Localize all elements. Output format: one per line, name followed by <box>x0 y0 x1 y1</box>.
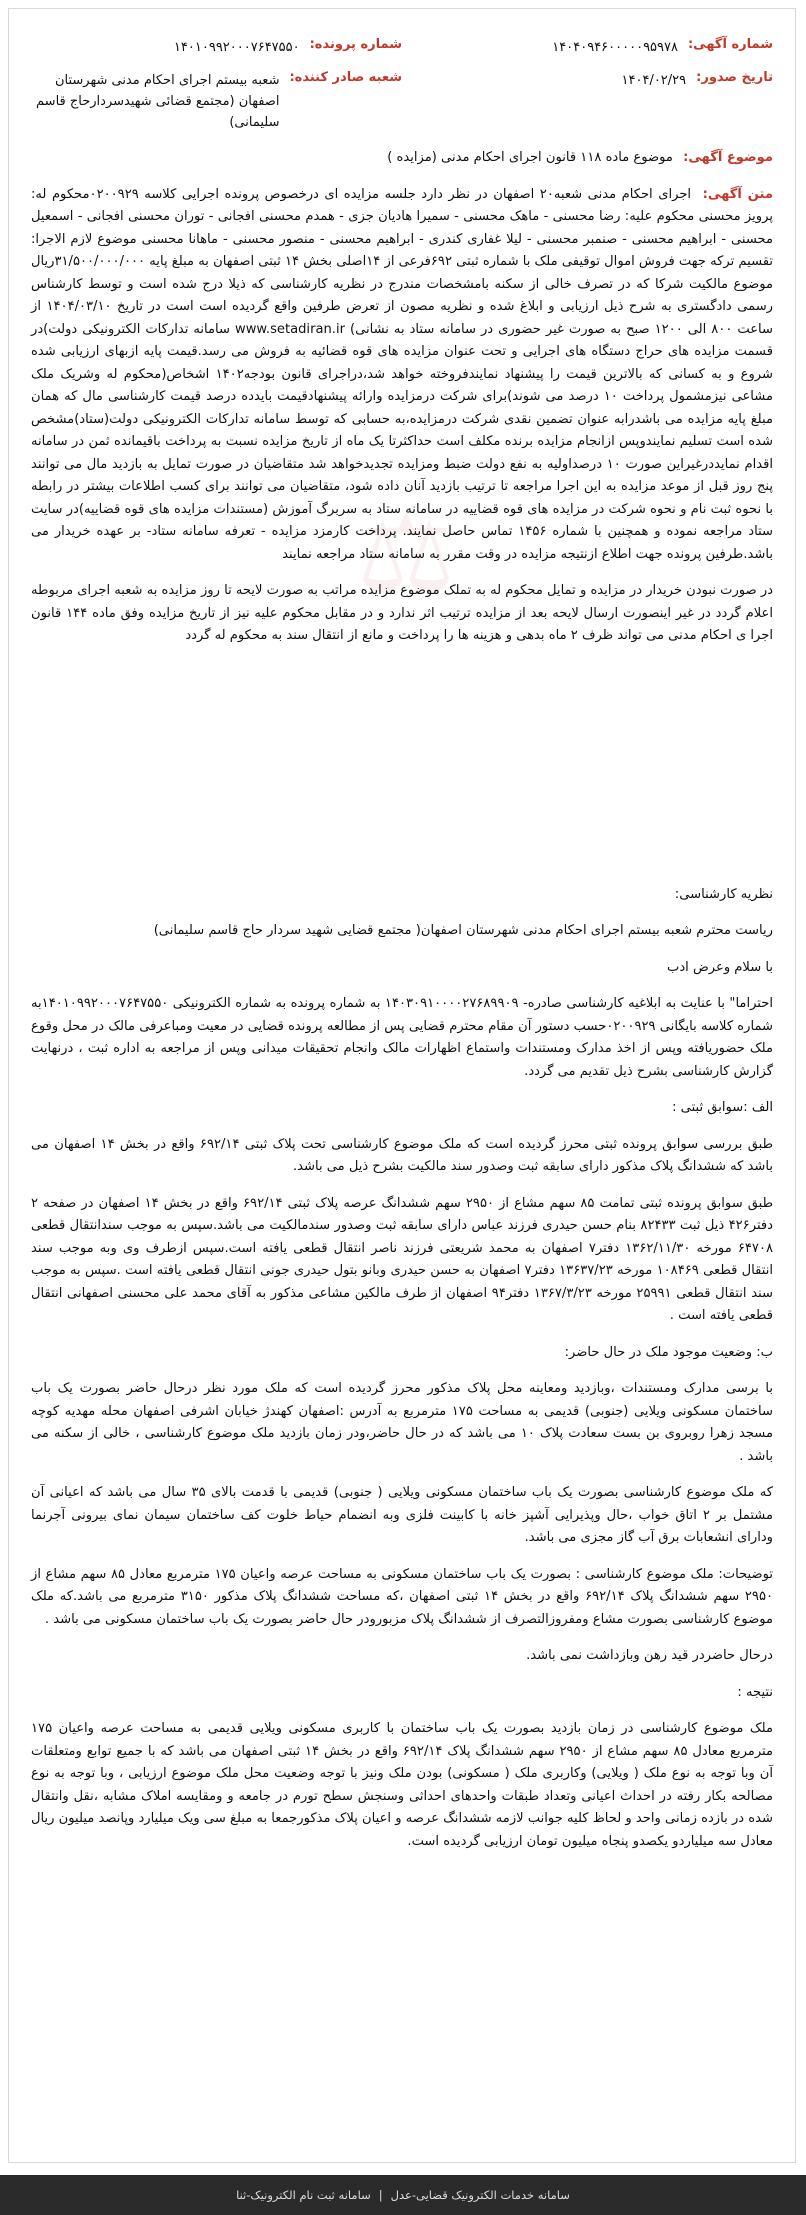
footer-link-adl[interactable]: سامانه خدمات الکترونیک قضایی-عدل <box>390 2188 570 2202</box>
section-a-title: الف :سوابق ثبتی : <box>672 1100 773 1115</box>
explanation: توضیحات: ملک موضوع کارشناسی : بصورت یک باب ساختمان مسکونی به مساحت عرصه واعیان ۱۷۵ مترمربع معادل ۸۵ سهم مشاع از ۲۹۵۰ سهم ششدانگ پلاک ۶۹۲/۱۴ واقع در بخش ۱۴ ثبتی اصفهان ،که مساحت ششدانگ پلاک مذکور ۳۱۵۰ مترمربع می باشد.که ملک موضوع کارشناسی بصورت مشاع ومفروزالتصرف از ششدانگ پلاک مزبورودر حال حاضر بصورت یک باب ساختمان مسکونی می باشد . <box>31 1566 774 1627</box>
subject <box>31 147 773 170</box>
document-body <box>31 147 773 1867</box>
header-row-2 <box>31 70 773 133</box>
footer-link-sana[interactable]: سامانه ثبت نام الکترونیک-ثنا <box>236 2188 371 2202</box>
issue-date-cell <box>402 70 773 91</box>
result-text: ملک موضوع کارشناسی در زمان بازدید بصورت یک باب ساختمان با کاربری مسکونی ویلایی قدیمی به مساحت عرصه واعیان ۱۷۵ مترمربع معادل ۸۵ سهم مشاع از ۲۹۵۰ سهم ششدانگ پلاک ۶۹۲/۱۴ واقع در بخش ۱۴ ثبتی اصفهان می باشد که با جمیع توابع ومتعلقات آن وبا توجه به نوع ملک ( ویلایی) وکاربری ملک ( مسکونی) بودن ملک ونیز با توجه وضعیت محل ملک موضوع ارزیابی ، وبا توجه به نوع مصالحه بکار رفته در احداث اعیانی وتعداد طبقات واحدهای احداثی وسنجش سطح تورم در جامعه و ومقایسه املاک مشابه ،نقل وانتقال شده در بازده زمانی واحد و لحاظ کلیه جوانب لازمه ششدانگ عرصه و اعیان پلاک مذکورجمعا به مبلغ سی ویک میلیارد وپانصد میلیون ریال معادل سه میلیاردو یکصدو پنجاه میلیون تومان ارزیابی گردیده است. <box>31 1721 774 1849</box>
subject-label: موضوع آگهی: <box>683 150 773 165</box>
result-title: نتیجه : <box>737 1684 773 1700</box>
expert-report <box>31 884 773 1854</box>
case-number-cell <box>31 37 402 58</box>
announcement <box>31 184 773 567</box>
watermark: ⚖ <box>356 489 462 617</box>
report-greeting: با سلام وعرض ادب <box>667 959 773 975</box>
issuing-branch-cell <box>31 70 402 133</box>
header-row-1 <box>31 37 773 58</box>
issuing-branch-label: شعبه صادر کننده: <box>289 70 402 85</box>
mortgage-status: درحال حاضردر قید رهن وبازداشت نمی باشد. <box>526 1648 773 1663</box>
report-title: نظریه کارشناسی: <box>674 886 773 902</box>
header <box>31 37 773 157</box>
document-frame <box>8 8 796 2163</box>
footer-separator: | <box>378 2188 383 2202</box>
ad-number-cell <box>402 37 773 58</box>
report-intro: احتراما" با عنایت به ابلاغیه کارشناسی صادره- ۱۴۰۳۰۹۱۰۰۰۰۲۷۶۸۹۹۰۹ به شماره پرونده به شماره الکترونیکی ۱۴۰۱۰۹۹۲۰۰۰۷۶۴۷۵۵۰به شماره کلاسه بایگانی ۰۲۰۰۹۲۹حسب دستور آن مقام محترم قضایی پس از مطالعه پرونده قضایی در معیت ومباعرفی مالک در محل وقوع ملک حضوریافته وپس از اخذ مدارک ومستندات واستماع اظهارات مالک وانجام تحقیقات میدانی وپس از مراجعه به اداره ثبت ، درنهایت گزارش کارشناسی بشرح ذیل تقدیم می گردد. <box>31 996 773 1079</box>
ad-number-label: شماره آگهی: <box>687 37 773 52</box>
ad-number-value: ۱۴۰۴۰۹۴۶۰۰۰۰۰۹۵۹۷۸ <box>552 40 678 55</box>
section-b-para-2: که ملک موضوع کارشناسی بصورت یک باب ساختمان مسکونی ویلایی ( جنوبی) قدیمی با قدمت بالای ۳۵ سال می باشد که اعیانی آن مشتمل بر ۲ اتاق خواب ،حال وپذیرایی آشپز خانه با کابینت فلزی وبه انضمام حیاط خلوت کف ساختمان سیمان نمای بیرونی آجرنما ودارای انشعابات برق آب گاز مجزی می باشد. <box>31 1485 773 1545</box>
issue-date-value: ۱۴۰۴/۰۲/۲۹ <box>621 73 687 88</box>
subject-text: موضوع ماده ۱۱۸ قانون اجرای احکام مدنی (مزایده ) <box>387 150 673 165</box>
section-a-para-2: طبق سوابق پرونده ثبتی تمامت ۸۵ سهم مشاع از ۲۹۵۰ سهم ششدانگ عرصه پلاک ثبتی ۶۹۲/۱۴ واقع در بخش ۱۴ اصفهان در صفحه ۲ دفتر۴۲۶ ذیل ثبت ۸۲۴۳۳ بنام حسن حیدری فرزند عباس دارای سابقه ثبت وصدور سندمالکیت می باشد.سپس به موجب سندانتقال قطعی ۶۴۷۰۸ مورخه ۱۳۶۲/۱۱/۳۰ دفتر۷ اصفهان به محمد شریعتی فرزند ناصر انتقال قطعی یافته است.سپس ازطرف وی وبه موجب سند انتقال قطعی ۱۰۸۴۶۹ مورخه ۱۳۶۳۷/۲۳ دفتر۷ اصفهان به حسن حیدری وبانو بتول حیدری جونی انتقال قطعی یافته است .سپس به موجب سند انتقال قطعی ۲۵۹۹۱ مورخه ۱۳۶۷/۳/۲۳ دفتر۹۴ اصفهان از طرف مالکین مشاعی مذکور به آقای محمد علی محسنی اصفهانی انتقال قطعی یافته است . <box>31 1195 774 1323</box>
issue-date-label: تاریخ صدور: <box>696 70 773 85</box>
section-b-title: ب: وضعیت موجود ملک در حال حاضر: <box>564 1344 773 1360</box>
case-number-value: ۱۴۰۱۰۹۹۲۰۰۰۷۶۴۷۵۵۰ <box>173 40 300 55</box>
announcement-para-2: در صورت نبودن خریدار در مزایده و تمایل محکوم له به تملک موضوع مزایده مراتب به صورت لایحه تا روز مزایده به شعبه اجرای مربوطه اعلام گردد در غیر اینصورت ارسال لایحه بعد از مزایده ترتیب اثر ندارد و در مقابل محکوم علیه نیز از تاریخ مزایده وفق ماده ۱۴۴ قانون اجرا ی احکام مدنی می تواند ظرف ۲ ماه بدهی و هزینه ها را پرداخت و مانع از انتقال سند به محکوم له گردد <box>31 583 773 643</box>
case-number-label: شماره پرونده: <box>309 37 402 52</box>
footer-bar <box>0 2175 806 2215</box>
section-a-para-1: طبق بررسی سوابق پرونده ثبتی محرز گردیده است که ملک موضوع کارشناسی تحت پلاک ثبتی ۶۹۲/۱۴ واقع در بخش ۱۴ اصفهان می باشد که ششدانگ پلاک مذکور دارای سابقه ثبت وصدور سند مالکیت بشرح ذیل می باشد. <box>31 1136 774 1174</box>
announcement-label: متن آگهی: <box>702 186 774 202</box>
issuing-branch-value: شعبه بیستم اجرای احکام مدنی شهرستان اصفهان (مجتمع قضائی شهیدسردارحاج قاسم سلیمانی) <box>36 73 280 130</box>
report-addressee: ریاست محترم شعبه بیستم اجرای احکام مدنی شهرستان اصفهان( مجتمع قضایی شهید سردار حاج قاسم سلیمانی) <box>153 923 773 938</box>
section-b-para-1: با برسی مدارک ومستندات ،وبازدید ومعاینه محل پلاک مذکور محرز گردیده است که ملک مورد نظر درحال حاضر بصورت یک باب ساختمان مسکونی ویلایی (جنوبی) قدیمی به مساحت ۱۷۵ مترمربع به آدرس :اصفهان کهندژ خیابان اشرفی اصفهان محله مهدیه کوچه مسجد زهرا روبروی بن بست سعادت پلاک ۱۰ می باشد که در حال حاضر،ودر زمان بازدید ملک موضوع کارشناسی ، خالی از سکنه می باشد . <box>31 1381 773 1464</box>
announcement-text: اجرای احکام مدنی شعبه۲۰ اصفهان در نظر دارد جلسه مزایده ای درخصوص پرونده اجرایی کلاسه ۰۲۰۰۹۲۹محکوم له: پرویز محسنی محکوم علیه: رضا محسنی - ماهک محسنی - سمیرا هادیان جزی - همدم محسنی افجانی - توران محسنی افجانی - اسمعیل محسنی - ابراهیم محسنی - صنمبر محسنی - لیلا غفاری کندری - ابراهیم محسنی - منصور محسنی - ماهانا محسنی موضوع لازم الاجرا: تقسیم ترکه جهت فروش اموال توقیفی ملک با شماره ثبتی ۶۹۲فرعی از ۱۴اصلی بخش ۱۴ ثبتی اصفهان به مبلغ پایه ۳۱/۵۰۰/۰۰۰/۰۰۰ریال موضوع مالکیت شرکا که در تصرف خالی از سکنه بامشخصات مندرج در نظریه کارشناسی که ذیلا درج شده است و توسط کارشناس رسمی دادگستری به شرح ذیل ارزیابی و ابلاغ شده و نظریه مصون از تعرض طرفین واقع گردیده است است در تاریخ ۱۴۰۴/۰۳/۱۰ از ساعت ۸۰۰ الی ۱۲۰۰ صبح به صورت غیر حضوری در سامانه ستاد به نشانی) www.setadiran.ir سامانه تدارکات الکترونیکی دولت)در قسمت مزایده های حراج دستگاه های اجرایی و تحت عنوان مزایده های قوه قضائیه به فروش می رسد.قیمت پایه ازبهای ارزیابی شده شروع و به کسانی که بالاترین قیمت را پیشنهاد نمایندفروخته خواهد شد،دراجرای قانون بودجه۱۴۰۲ اشخاص(محکوم له وشریک ملک مشاعی نیزمشمول پرداخت ۱۰ درصد می شوند)برای شرکت درمزایده وارائه پیشنهادقیمت بایدده درصد قیمت کارشناسی مال که همان مبلغ پایه مزایده می باشدرابه عنوان تضمین نقدی شرکت درمزایده،به حسابی که توسط سامانه تدارکات الکترونیکی دولت(ستاد)مشخص شده است تسلیم نمایندوپس ازانجام مزایده برنده مکلف است حداکثرتا یک ماه از تاریخ مزایده نسبت به پرداخت باقیمانده ثمن در سامانه اقدام نمایددرغیراین صورت ۱۰ درصداولیه به نفع دولت ضبط ومزایده تجدیدخواهد شد متقاضیان در صورت تمایل به بازدید مال می توانند پنج روز قبل از موعد مزایده به این اجرا مراجعه تا ترتیب بازدید آنان داده شود، متقاضیان می توانند برای کسب اطلاعات بیشتر در رابطه با نحوه ثبت نام و نحوه شرکت در مزایده های قوه قضاییه در سامانه ستاد به سربرگ آموزش (مستندات مزایده های قوه قضاییه)در سایت ستاد مراجعه نموده و همچنین با شماره ۱۴۵۶ تماس حاصل نمایند. پرداخت کارمزد مزایده - تعرفه سامانه ستاد- بر عهده خریدار می باشد.طرفین پرونده جهت اطلاع ازنتیجه مزایده در وقت مقرر به سامانه ستاد مراجعه نمایند <box>31 186 774 562</box>
